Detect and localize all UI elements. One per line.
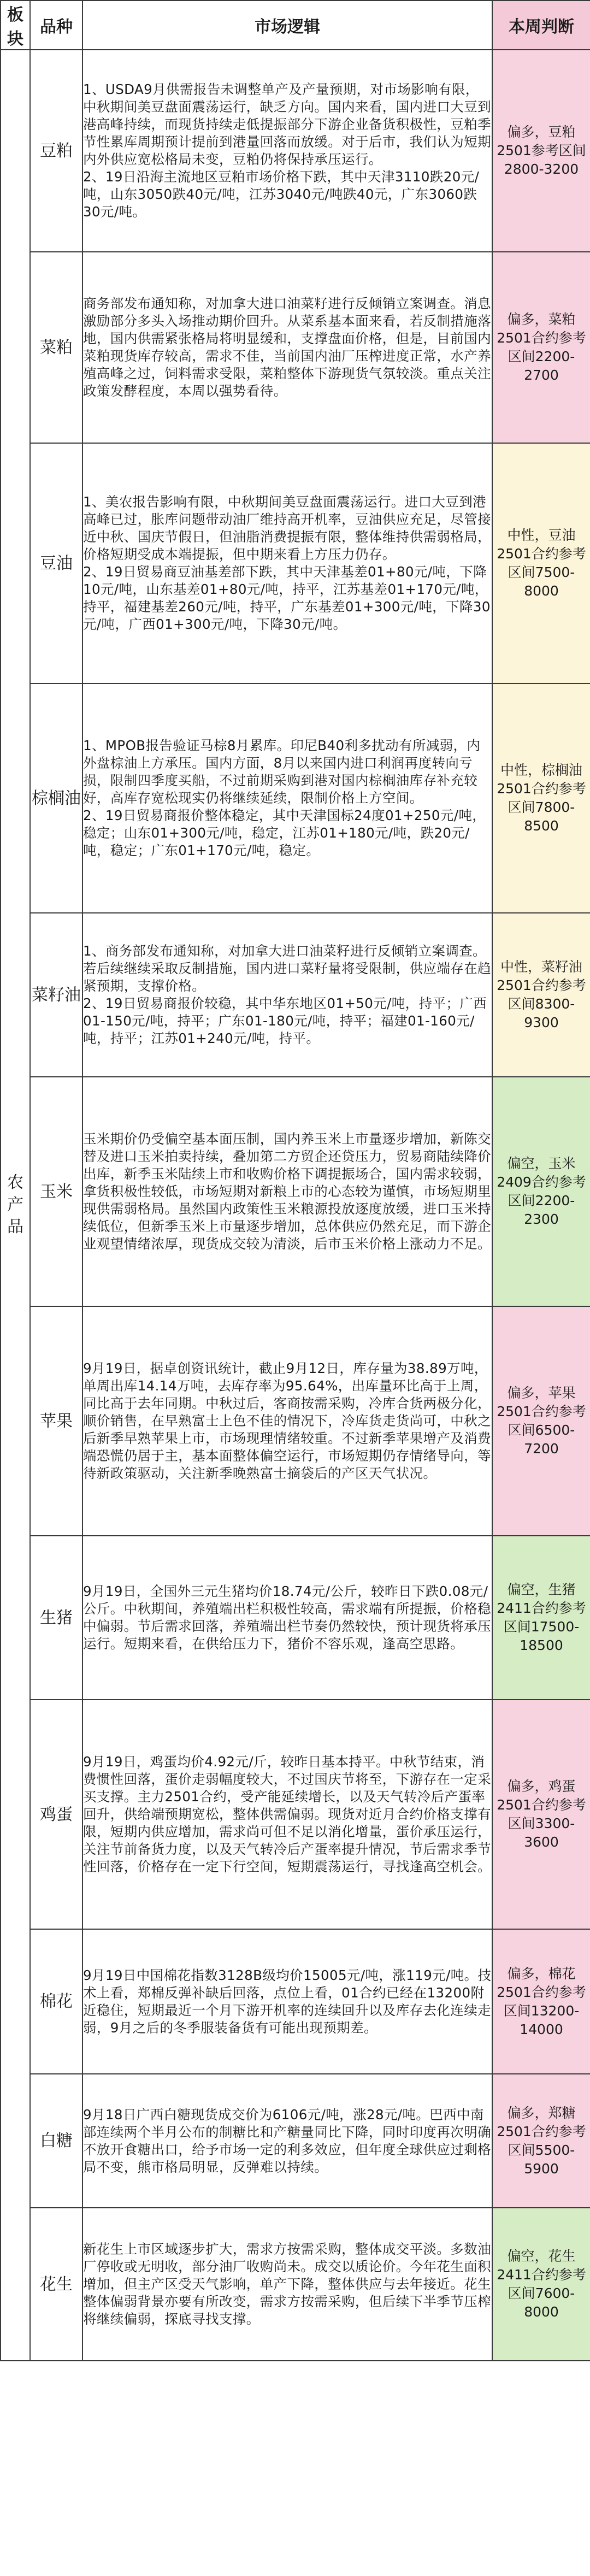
weekly-judgement: 偏多，苹果2501合约参考区间6500-7200	[492, 1306, 590, 1536]
table-row	[1, 50, 590, 252]
weekly-judgement: 偏空，玉米2409合约参考区间2200-2300	[492, 1077, 590, 1306]
weekly-judgement: 偏多，菜粕2501合约参考区间2200-2700	[492, 252, 590, 443]
variety-name: 白糖	[30, 2074, 82, 2208]
market-logic: 9月19日，鸡蛋均价4.92元/斤，较昨日基本持平。中秋节结束，消费惯性回落，蛋价走弱幅度较大，不过国庆节将至，下游存在一定采买支撑。主力2501合约，受产能延续增长，以及天气转冷后产蛋率回升，供给端预期宽松，整体供需偏弱。现货对近月合约价格支撑有限，短期内供应增加，需求尚可但不足以消化增量，蛋价承压运行，关注节前备货力度，以及天气转冷后产蛋率提升情况，节后需求季节性回落，价格存在一定下行空间，短期震荡运行，寻找逢高空机会。	[82, 1700, 492, 1929]
market-logic: 9月18日广西白糖现货成交价为6106元/吨，涨28元/吨。巴西中南部连续两个半月公布的制糖比和产糖量同比下降，同时印度再次明确不放开食糖出口，给予市场一定的利多效应，但年度全球供应过剩格局不变，熊市格局明显，反弹难以持续。	[82, 2074, 492, 2208]
table-row	[1, 252, 590, 443]
table-row	[1, 443, 590, 683]
variety-name: 生猪	[30, 1536, 82, 1700]
weekly-judgement: 中性，豆油2501合约参考区间7500-8000	[492, 443, 590, 683]
market-logic: 9月19日，全国外三元生猪均价18.74元/公斤，较昨日下跌0.08元/公斤。中秋期间，养殖端出栏积极性较高，需求端有所提振，价格稳中偏弱。节后需求回落，养殖端出栏节奏仍然较快，预计现货将承压运行。短期来看，在供给压力下，猪价不容乐观，逢高空思路。	[82, 1536, 492, 1700]
variety-name: 花生	[30, 2208, 82, 2361]
weekly-judgement: 中性，棕榈油2501合约参考区间7800-8500	[492, 683, 590, 913]
variety-name: 玉米	[30, 1077, 82, 1306]
header-sector: 板块	[1, 1, 30, 50]
variety-name: 菜籽油	[30, 913, 82, 1077]
table-row	[1, 1929, 590, 2074]
weekly-judgement: 偏多，棉花2501合约参考区间13200-14000	[492, 1929, 590, 2074]
weekly-judgement: 偏空，生猪2411合约参考区间17500-18500	[492, 1536, 590, 1700]
header-logic: 市场逻辑	[82, 1, 492, 50]
sector-label: 农产品	[7, 1173, 23, 1237]
market-logic: 9月19日，据卓创资讯统计，截止9月12日，库存量为38.89万吨，单周出库14.14万吨，去库存率为95.64%，出库量环比高于上周，同比高于去年同期。中秋过后，客商按需采购，冷库合货两极分化，顺价销售，在早熟富士上色不佳的情况下，冷库货走货尚可，中秋之后新季早熟苹果上市，市场现理情绪较重。不过新季苹果增产及消费端恐慌仍居于主，基本面整体偏空运行，市场短期仍存情绪导向，等待新政策驱动，关注新季晚熟富士摘袋后的产区天气状况。	[82, 1306, 492, 1536]
sector-cell	[1, 50, 30, 2361]
variety-name: 棉花	[30, 1929, 82, 2074]
market-logic: 1、商务部发布通知称，对加拿大进口油菜籽进行反倾销立案调查。若后续继续采取反制措施，国内进口菜籽量将受限制，供应端存在趋紧预期，支撑价格。 2、19日贸易商报价较稳，其中华东地区01+50元/吨，持平；广西01-150元/吨，持平；广东01-180元/吨，持平；福建01-160元/吨，持平；江苏01+240元/吨，持平。	[82, 913, 492, 1077]
market-logic: 1、美农报告影响有限，中秋期间美豆盘面震荡运行。进口大豆到港高峰已过，胀库问题带动油厂维持高开机率，豆油供应充足，尽管接近中秋、国庆节假日，但油脂消费提振有限，整体维持供需弱格局，价格短期受成本端提振，但中期来看上方压力仍存。 2、19日贸易商豆油基差部下跌，其中天津基差01+80元/吨，下降10元/吨，山东基差01+80元/吨，持平，江苏基差01+170元/吨，持平，福建基差260元/吨，持平，广东基差01+300元/吨，下降30元/吨，广西01+300元/吨，下降30元/吨。	[82, 443, 492, 683]
table-row	[1, 1306, 590, 1536]
weekly-judgement: 偏空，花生2411合约参考区间7600-8000	[492, 2208, 590, 2361]
table-body	[1, 50, 590, 2361]
weekly-judgement: 偏多，郑糖2501合约参考区间5500-5900	[492, 2074, 590, 2208]
weekly-judgement: 中性，菜籽油2501合约参考区间8300-9300	[492, 913, 590, 1077]
table-row	[1, 1700, 590, 1929]
header-judgement: 本周判断	[492, 1, 590, 50]
table-row	[1, 1077, 590, 1306]
variety-name: 豆粕	[30, 50, 82, 252]
header-variety: 品种	[30, 1, 82, 50]
weekly-judgement: 偏多，豆粕2501参考区间2800-3200	[492, 50, 590, 252]
market-logic: 9月19日中国棉花指数3128B级均价15005元/吨，涨119元/吨。技术上看，郑棉反弹补缺后回落，点位上看，01合约已经在13200附近稳住，短期最近一个月下游开机率的连续回升以及库存去化连续走弱，9月之后的冬季服装备货有可能出现预期差。	[82, 1929, 492, 2074]
market-logic: 1、MPOB报告验证马棕8月累库。印尼B40利多扰动有所减弱，内外盘棕油上方承压。国内方面，8月以来国内进口利润再度转向亏损，限制四季度买船，不过前期采购到港对国内棕榈油库存补充较好，高库存宽松现实仍将继续延续，限制价格上方空间。 2、19日贸易商报价整体稳定，其中天津国标24度01+250元/吨，稳定；山东01+300元/吨，稳定，江苏01+180元/吨，跌20元/吨，稳定；广东01+170元/吨，稳定。	[82, 683, 492, 913]
market-logic: 新花生上市区域逐步扩大，需求方按需采购，整体成交平淡。多数油厂停收或无明收，部分油厂收购尚未。成交以质论价。今年花生面积增加，但主产区受天气影响，单产下降，整体供应与去年接近。花生整体偏弱背景亦要有所改变，需求方按需采购，但后续下半季节压榨将继续偏弱，探底寻找支撑。	[82, 2208, 492, 2361]
table-row	[1, 2208, 590, 2361]
market-logic: 商务部发布通知称，对加拿大进口油菜籽进行反倾销立案调查。消息激励部分多头入场推动期价回升。从菜系基本面来看，若反制措施落地，国内供需紧张格局将明显缓和，支撑盘面价格，但是，目前国内菜粕现货库存较高，需求不佳，当前国内油厂压榨进度正常，水产养殖高峰之过，饲料需求受限，菜粕整体下游现货气氛较淡。重点关注政策发酵程度，本周以强势看待。	[82, 252, 492, 443]
market-logic: 1、USDA9月供需报告未调整单产及产量预期，对市场影响有限，中秋期间美豆盘面震荡运行，缺乏方向。国内来看，国内进口大豆到港高峰持续，而现货持续走低提振部分下游企业备货积极性，豆粕季节性累库周期预计提前到港量回落而放缓。对于后市，我们认为短期内外供应宽松格局未变，豆粕仍将保持承压运行。 2、19日沿海主流地区豆粕市场价格下跌，其中天津3110跌20元/吨，山东3050跌40元/吨，江苏3040元/吨跌40元，广东3060跌30元/吨。	[82, 50, 492, 252]
variety-name: 鸡蛋	[30, 1700, 82, 1929]
table-row	[1, 2074, 590, 2208]
weekly-judgement: 偏多，鸡蛋2501合约参考区间3300-3600	[492, 1700, 590, 1929]
market-logic: 玉米期价仍受偏空基本面压制，国内养玉米上市量逐步增加，新陈交替及进口玉米拍卖持续，叠加第二方贸企还贷压力，贸易商陆续降价出库，新季玉米陆续上市和收购价格下调提振场合，国内需求较弱，拿货积极性较低，市场短期对新粮上市的心态较为谨慎，市场短期里现供需弱格局。虽然国内政策性玉米粮源投放逐度放缓，进口玉米持续低位，但新季玉米上市量逐步增加，总体供应仍然充足，而下游企业观望情绪浓厚，现货成交较为清淡，后市玉米价格上涨动力不足。	[82, 1077, 492, 1306]
table-row	[1, 913, 590, 1077]
variety-name: 菜粕	[30, 252, 82, 443]
table-header-row	[1, 1, 590, 50]
table-row	[1, 1536, 590, 1700]
table-row	[1, 683, 590, 913]
variety-name: 棕榈油	[30, 683, 82, 913]
variety-name: 豆油	[30, 443, 82, 683]
variety-name: 苹果	[30, 1306, 82, 1536]
